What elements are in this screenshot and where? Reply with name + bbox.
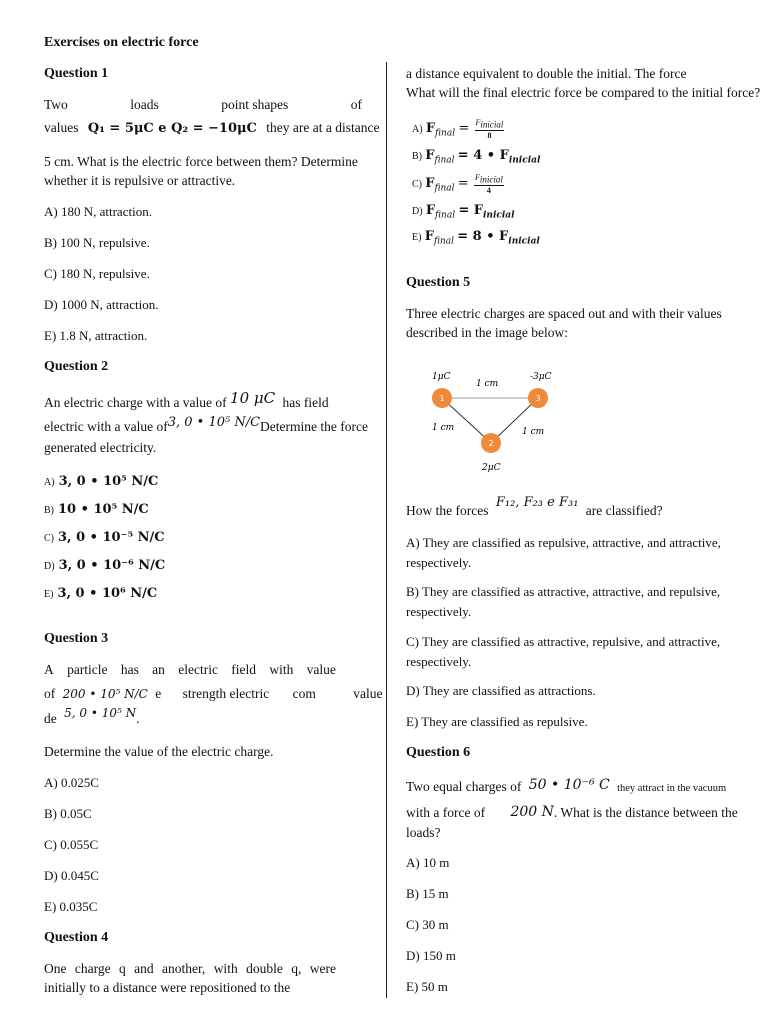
q4-option-e: E) $F_{final} = 8$ • $F_{inicial}$ <box>412 229 540 247</box>
force-value: 200 N <box>510 804 554 820</box>
distance-2-3: 1 cm <box>522 427 545 437</box>
charge-3-label: 3 <box>535 394 541 403</box>
question-4-line-3: a distance equivalent to double the initial. The force <box>406 66 687 81</box>
question-3-line-1: A particle has an electric field with value <box>44 662 336 677</box>
question-4-heading: Question 4 <box>44 930 109 945</box>
q1-option-d: D) 1000 N, attraction. <box>44 297 159 312</box>
q4-option-a: A) $F_{final}$ = $\frac{F_{inicial}}{8}$ <box>412 118 504 140</box>
question-2-line-3: generated electricity. <box>44 440 157 455</box>
fraction: $\frac{F_{inicial}}{4}$ <box>474 173 503 195</box>
charge-1-value: 1μC <box>432 372 451 382</box>
q3-option-c: C) 0.055C <box>44 837 99 852</box>
question-5-forces-line: How the forces F₁₂, F₂₃ e F₃₁ are classified? <box>406 495 663 518</box>
text: Determine the force <box>260 419 368 434</box>
q2-option-a: A) 3, 0 • 10⁵ N/C <box>44 474 159 489</box>
word: point shapes <box>221 97 289 112</box>
question-3-line-2: of 200 • 10⁵ N/C e strength electric com value <box>44 686 383 701</box>
question-2-line-2 <box>44 415 368 435</box>
text: An electric charge with a value of <box>44 395 227 410</box>
q3-option-b: B) 0.05C <box>44 806 92 821</box>
force-value: 5, 0 • 10⁵ N <box>64 706 137 720</box>
charge-1-label: 1 <box>439 394 445 403</box>
charge-3-value: -3μC <box>530 372 552 382</box>
forces-formula: F₁₂, F₂₃ e F₃₁ <box>495 495 579 510</box>
q6-option-e: E) 50 m <box>406 979 448 994</box>
distance-1-3: 1 cm <box>476 379 499 389</box>
word: loads <box>130 97 159 112</box>
charges-formula: Q₁ = 5μC e Q₂ = −10μC <box>87 121 257 136</box>
question-3-line-4: Determine the value of the electric charge. <box>44 744 274 759</box>
values-label: values <box>44 120 79 135</box>
distance-text: they are at a distance <box>266 120 380 135</box>
q3-option-d: D) 0.045C <box>44 868 99 883</box>
question-2-line-1 <box>44 389 329 411</box>
text: has field <box>282 395 329 410</box>
word: Two <box>44 97 68 112</box>
charge-value: 50 • 10⁻⁶ C <box>528 777 610 793</box>
charge-2-value: 2μC <box>482 463 501 473</box>
q2-option-b: B) 10 • 10⁵ N/C <box>44 502 149 517</box>
question-6-line-2: with a force of 200 N. What is the distance between the <box>406 804 738 820</box>
q1-option-e: E) 1.8 N, attraction. <box>44 328 148 343</box>
charges-diagram <box>406 362 586 478</box>
text: electric with a value of <box>44 419 168 434</box>
q6-option-a: A) 10 m <box>406 855 450 870</box>
q6-option-b: B) 15 m <box>406 886 449 901</box>
q6-option-c: C) 30 m <box>406 917 449 932</box>
word: of <box>350 97 362 112</box>
question-3-line-3: de 5, 0 • 10⁵ N. <box>44 706 140 726</box>
page-title: Exercises on electric force <box>44 35 199 50</box>
charge-value: 10 μC <box>230 389 276 407</box>
q2-option-d: D) 3, 0 • 10⁻⁶ N/C <box>44 558 166 573</box>
q1-option-c: C) 180 N, repulsive. <box>44 266 150 281</box>
field-value: 3, 0 • 10⁵ N/C <box>167 415 261 430</box>
question-3-heading: Question 3 <box>44 631 109 646</box>
q5-option-e: E) They are classified as repulsive. <box>406 714 588 729</box>
q2-option-e: E) 3, 0 • 10⁶ N/C <box>44 586 158 601</box>
question-4-line-2: initially to a distance were repositioned to the <box>44 980 291 995</box>
question-5-line-1: Three electric charges are spaced out and with their values <box>406 306 722 321</box>
question-1-line-1 <box>44 97 362 113</box>
q5-option-b: B) They are classified as attractive, attractive, and repulsive, respectively. <box>406 584 721 619</box>
q2-option-c: C) 3, 0 • 10⁻⁵ N/C <box>44 530 165 545</box>
question-1-line-4: whether it is repulsive or attractive. <box>44 173 236 188</box>
field-value: 200 • 10⁵ N/C <box>62 687 148 701</box>
column-divider <box>386 62 387 998</box>
question-1-line-3: 5 cm. What is the electric force between them? Determine <box>44 154 358 169</box>
question-1-line-2 <box>44 120 379 136</box>
q1-option-a: A) 180 N, attraction. <box>44 204 152 219</box>
question-5-heading: Question 5 <box>406 275 471 290</box>
q4-option-b: B) $F_{final} = 4$ • $F_{inicial}$ <box>412 148 541 166</box>
q4-option-d: D) $F_{final} = F_{inicial}$ <box>412 203 515 221</box>
question-6-line-3: loads? <box>406 825 441 840</box>
question-4-line-4: What will the final electric force be compared to the initial force? <box>406 85 761 100</box>
question-6-line-1: Two equal charges of 50 • 10⁻⁶ C they attract in the vacuum <box>406 777 727 794</box>
question-1-heading: Question 1 <box>44 66 109 81</box>
charge-2-label: 2 <box>488 439 494 448</box>
question-6-heading: Question 6 <box>406 745 471 760</box>
q5-option-a: A) They are classified as repulsive, attractive, and attractive, respectively. <box>406 535 721 570</box>
question-5-line-2: described in the image below: <box>406 325 568 340</box>
distance-1-2: 1 cm <box>432 423 455 433</box>
fraction: $\frac{F_{inicial}}{8}$ <box>475 118 504 140</box>
question-4-line-1: One charge q and another, with double q, were <box>44 961 336 976</box>
q6-option-d: D) 150 m <box>406 948 456 963</box>
question-2-heading: Question 2 <box>44 359 109 374</box>
q3-option-e: E) 0.035C <box>44 899 98 914</box>
q3-option-a: A) 0.025C <box>44 775 99 790</box>
q5-option-c: C) They are classified as attractive, repulsive, and attractive, respectively. <box>406 634 721 669</box>
q1-option-b: B) 100 N, repulsive. <box>44 235 150 250</box>
q4-option-c: C) $F_{final}$ = $\frac{F_{inicial}}{4}$ <box>412 173 503 195</box>
q5-option-d: D) They are classified as attractions. <box>406 683 596 698</box>
